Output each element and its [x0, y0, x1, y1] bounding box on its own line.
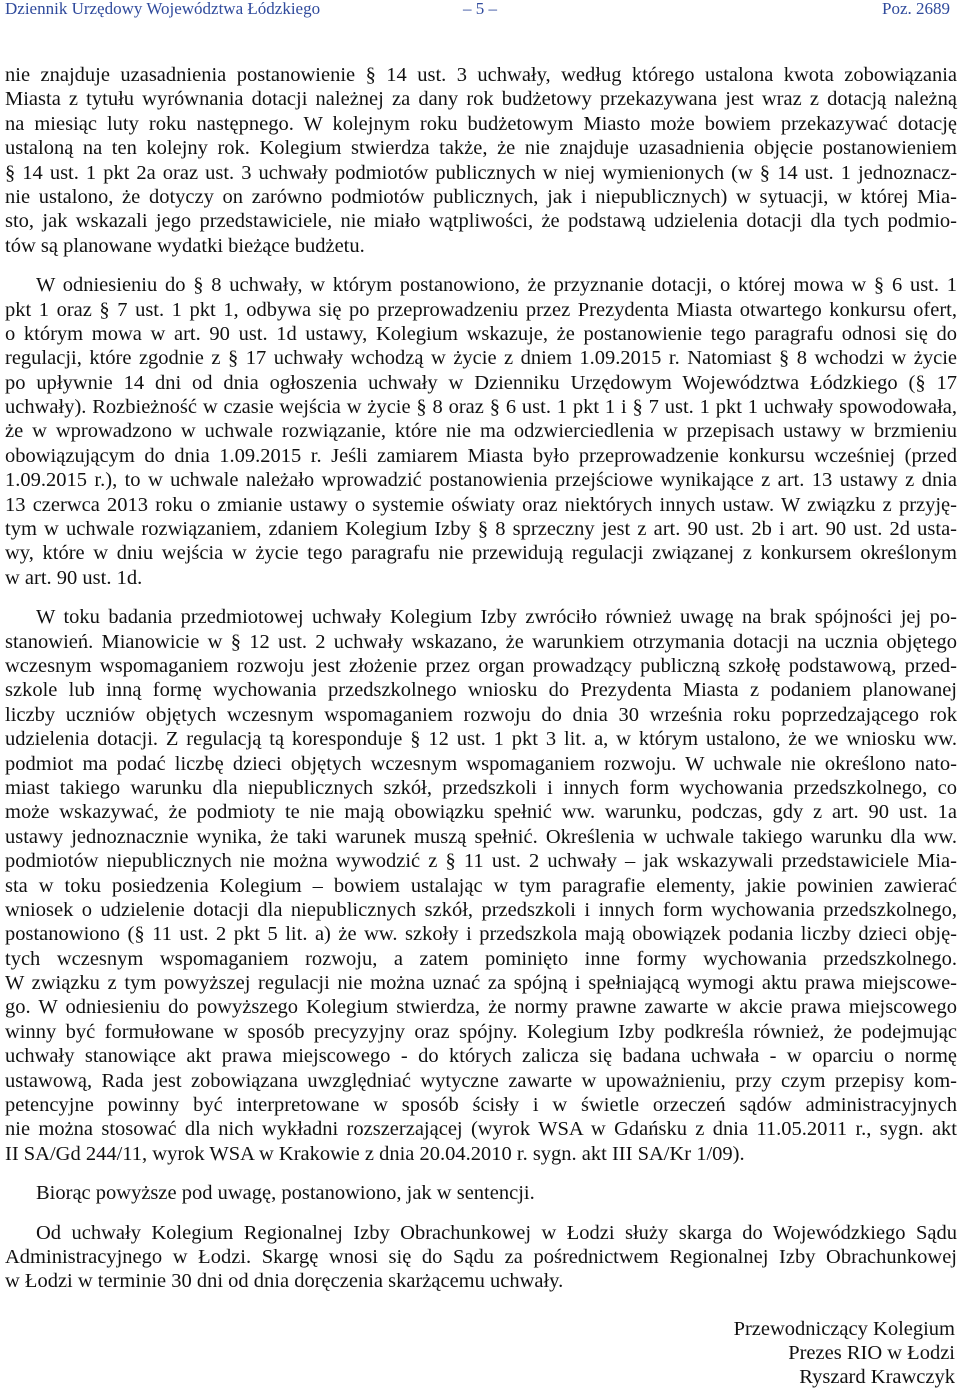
- signatory-office: Prezes RIO w Łodzi: [788, 1341, 955, 1364]
- text-line: podmiot ma podać liczbę dzieci objętych wczesnym wspomaganiem rozwoju. W uchwale nie określono nato-: [5, 752, 957, 775]
- text-line: ustaloną na ten kolejny rok. Kolegium stwierdza także, że nie znajduje uzasadnienia objęcie postanowieniem: [5, 137, 957, 160]
- paragraph: [5, 1221, 957, 1294]
- signatory-title: Przewodniczący Kolegium: [733, 1318, 955, 1340]
- text-line: W toku badania przedmiotowej uchwały Kolegium Izby zwróciło również uwagę na brak spójności jej po-: [36, 606, 957, 629]
- text-line: może wskazywać, że podmioty te nie mają obowiązku spełnić ww. warunku, podczas, gdy z art. 90 ust. 1a: [5, 801, 957, 824]
- text-line: ustawy jednoznacznie wynika, że taki warunek muszą spełnić. Określenia w uchwale takiego warunku dla ww.: [5, 825, 957, 848]
- text-line: wczesnym wspomaganiem rozwoju jest złożenie przez organ prowadzący publiczną szkołę podstawową, przed-: [5, 654, 957, 677]
- text-line: tym w uchwale rozwiązaniem, zdaniem Kolegium Izby § 8 sprzeczny jest z art. 90 ust. 2b i art. 90 ust. 2d usta-: [5, 518, 957, 541]
- text-line: Miasta z tytułu wyrównania dotacji należnej za dany rok budżetowy przekazywana jest wraz z dotacją należną: [5, 88, 957, 111]
- signatory-name: Ryszard Krawczyk: [799, 1365, 955, 1388]
- text-line: że w wprowadzono w uchwale rozwiązanie, które nie ma odzwierciedlenia w przepisach ustawy w brzmieniu: [5, 420, 957, 443]
- text-line: wniosek o udzielenie dotacji dla niepublicznych szkół, przedszkoli i innych form wychowania przedszkolnego,: [5, 898, 957, 921]
- text-line: uchwały stanowiące akt prawa miejscowego - do których zalicza się badana uchwała - w oparciu o normę: [5, 1045, 957, 1068]
- text-line: liczby uczniów objętych wczesnym wspomaganiem rozwoju do dnia 30 września roku poprzedzającego rok: [5, 703, 957, 726]
- position-number: Poz. 2689: [882, 0, 950, 18]
- paragraph: [5, 273, 957, 590]
- text-line: regulacji, które zgodnie z § 17 uchwały wchodzą w życie z dniem 1.09.2015 r. Natomiast § 8 wchodzi w życie: [5, 347, 957, 370]
- text-line: 13 czerwca 2013 roku o zmianie ustawy o systemie oświaty oraz niektórych innych ustaw. W związku z przyję-: [5, 493, 957, 516]
- text-line: tych wczesnym wspomaganiem rozwoju, a zatem pominięto inne formy wychowania przedszkolnego.: [5, 947, 957, 970]
- text-line: obowiązującym do dnia 1.09.2015 r. Jeśli zamiarem Miasta było przeprowadzenie konkursu wcześniej (przed: [5, 444, 957, 467]
- text-line: sta w toku posiedzenia Kolegium – bowiem ustalając w tym paragrafie elementy, jakie powinien zawierać: [5, 874, 957, 897]
- page-header: [0, 0, 960, 18]
- text-line: winny być formułowane w sposób precyzyjny oraz spójny. Kolegium Izby podkreśla również, że podejmując: [5, 1020, 957, 1043]
- document-body: [5, 63, 957, 1294]
- paragraph: [5, 1181, 957, 1205]
- text-line: szkole lub inną formę wychowania przedszkolnego wniosku do Prezydenta Miasta z podaniem planowanej: [5, 679, 957, 702]
- journal-title: Dziennik Urzędowy Województwa Łódzkiego: [5, 0, 321, 18]
- text-line: Od uchwały Kolegium Regionalnej Izby Obrachunkowej w Łodzi służy skarga do Wojewódzkiego Sądu: [36, 1221, 957, 1244]
- text-line: Administracyjnego w Łodzi. Skargę wnosi się do Sądu za pośrednictwem Regionalnej Izby Obrachunkowej: [5, 1245, 957, 1268]
- text-line: Biorąc powyższe pod uwagę, postanowiono, jak w sentencji.: [36, 1182, 535, 1205]
- text-line: miast takiego warunku dla niepublicznych szkół, przedszkoli i innych form wychowania przedszkolnego, co: [5, 776, 957, 799]
- text-line: o którym mowa w art. 90 ust. 1d ustawy, Kolegium wskazuje, że postanowienie tego paragrafu odnosi się do: [5, 322, 957, 345]
- text-line: wy, które w dniu wejścia w życie tego paragrafu nie przewidują regulacji związanej z konkursem określonym: [5, 542, 957, 565]
- text-line: petencyjne powinny być interpretowane w sposób ścisły i w świetle orzeczeń sądów administracyjnych: [5, 1094, 957, 1117]
- text-line: nie można stosować dla nich wykładni rozszerzającej (wyrok WSA w Gdańsku z dnia 11.05.2011 r., sygn. akt: [5, 1118, 957, 1141]
- text-line: II SA/Gd 244/11, wyrok WSA w Krakowie z dnia 20.04.2010 r. sygn. akt III SA/Kr 1/09).: [5, 1142, 745, 1165]
- text-line: W odniesieniu do § 8 uchwały, w którym postanowiono, że przyznanie dotacji, o której mowa w § 6 ust. 1: [36, 274, 957, 297]
- text-line: nie znajduje uzasadnienia postanowienie § 14 ust. 3 uchwały, według którego ustalona kwota zobowiązania: [5, 64, 957, 86]
- text-line: uchwały). Rozbieżność w czasie wejścia w życie § 8 oraz § 6 ust. 1 pkt 1 i § 7 ust. 1 pkt 1 uchwały spowodowała,: [5, 396, 957, 419]
- text-line: w Łodzi w terminie 30 dni od dnia doręczenia skarżącemu uchwały.: [5, 1270, 564, 1293]
- text-line: na miesiąc luty roku następnego. W kolejnym roku budżetowym Miasto może bowiem przekazywać dotację: [5, 112, 957, 135]
- text-line: podmiotów niepublicznych nie można wywodzić z § 11 ust. 2 uchwały – jak wskazywali przedstawiciele Mia-: [5, 850, 957, 873]
- text-line: pkt 1 oraz § 7 ust. 1 pkt 1, odbywa się po przeprowadzeniu przez Prezydenta Miasta otwartego konkursu ofert,: [5, 298, 957, 321]
- text-line: ustawową, Rada jest zobowiązana uwzględniać wytyczne zawarte w upoważnieniu, przy czym przepisy kom-: [5, 1069, 957, 1092]
- text-line: w art. 90 ust. 1d.: [5, 566, 143, 589]
- text-line: po upływnie 14 dni od dnia ogłoszenia uchwały w Dzienniku Urzędowym Województwa Łódzkiego (§ 17: [5, 371, 957, 394]
- paragraph: [5, 63, 957, 258]
- paragraph: [5, 605, 957, 1166]
- text-line: go. W odniesieniu do powyższego Kolegium stwierdza, że normy prawne zawarte w akcie prawa miejscowego: [5, 996, 957, 1019]
- text-line: postanowiono (§ 11 ust. 2 pkt 5 lit. a) że ww. szkoły i przedszkola mają obowiązek podania liczby dzieci obję-: [5, 923, 957, 946]
- page-number: – 5 –: [463, 0, 497, 18]
- text-line: W związku z tym powyższej regulacji nie można uznać za spójną i spełniającą wymogi aktu prawa miejscowe-: [5, 972, 957, 995]
- text-line: tów są planowane wydatki bieżące budżetu.: [5, 234, 365, 257]
- text-line: § 14 ust. 1 pkt 2a oraz ust. 3 uchwały podmiotów publicznych w niej wymienionych (w § 14 ust. 1 jednoznacz-: [5, 161, 957, 184]
- text-line: stanowień. Mianowicie w § 12 ust. 2 uchwały wskazano, że warunkiem otrzymania dotacji na ucznia objętego: [5, 630, 957, 653]
- text-line: 1.09.2015 r.), to w uchwale należało wprowadzić postanowienia przejściowe wynikające z art. 13 ustawy z dnia: [5, 469, 957, 492]
- text-line: udzielenia dotacji. Z regulacją tą koresponduje § 12 ust. 1 pkt 3 lit. a, w którym ustalono, że we wniosku ww.: [5, 728, 957, 751]
- text-line: nie ustalono, że dotyczy on zarówno podmiotów publicznych, jak i niepublicznych) w sytuacji, w której Mia-: [5, 185, 957, 208]
- signature-block: [734, 1318, 955, 1389]
- text-line: sto, jak wskazali jego przedstawiciele, nie miało wątpliwości, że podstawą udzielenia dotacji dla tych podmio-: [5, 210, 957, 233]
